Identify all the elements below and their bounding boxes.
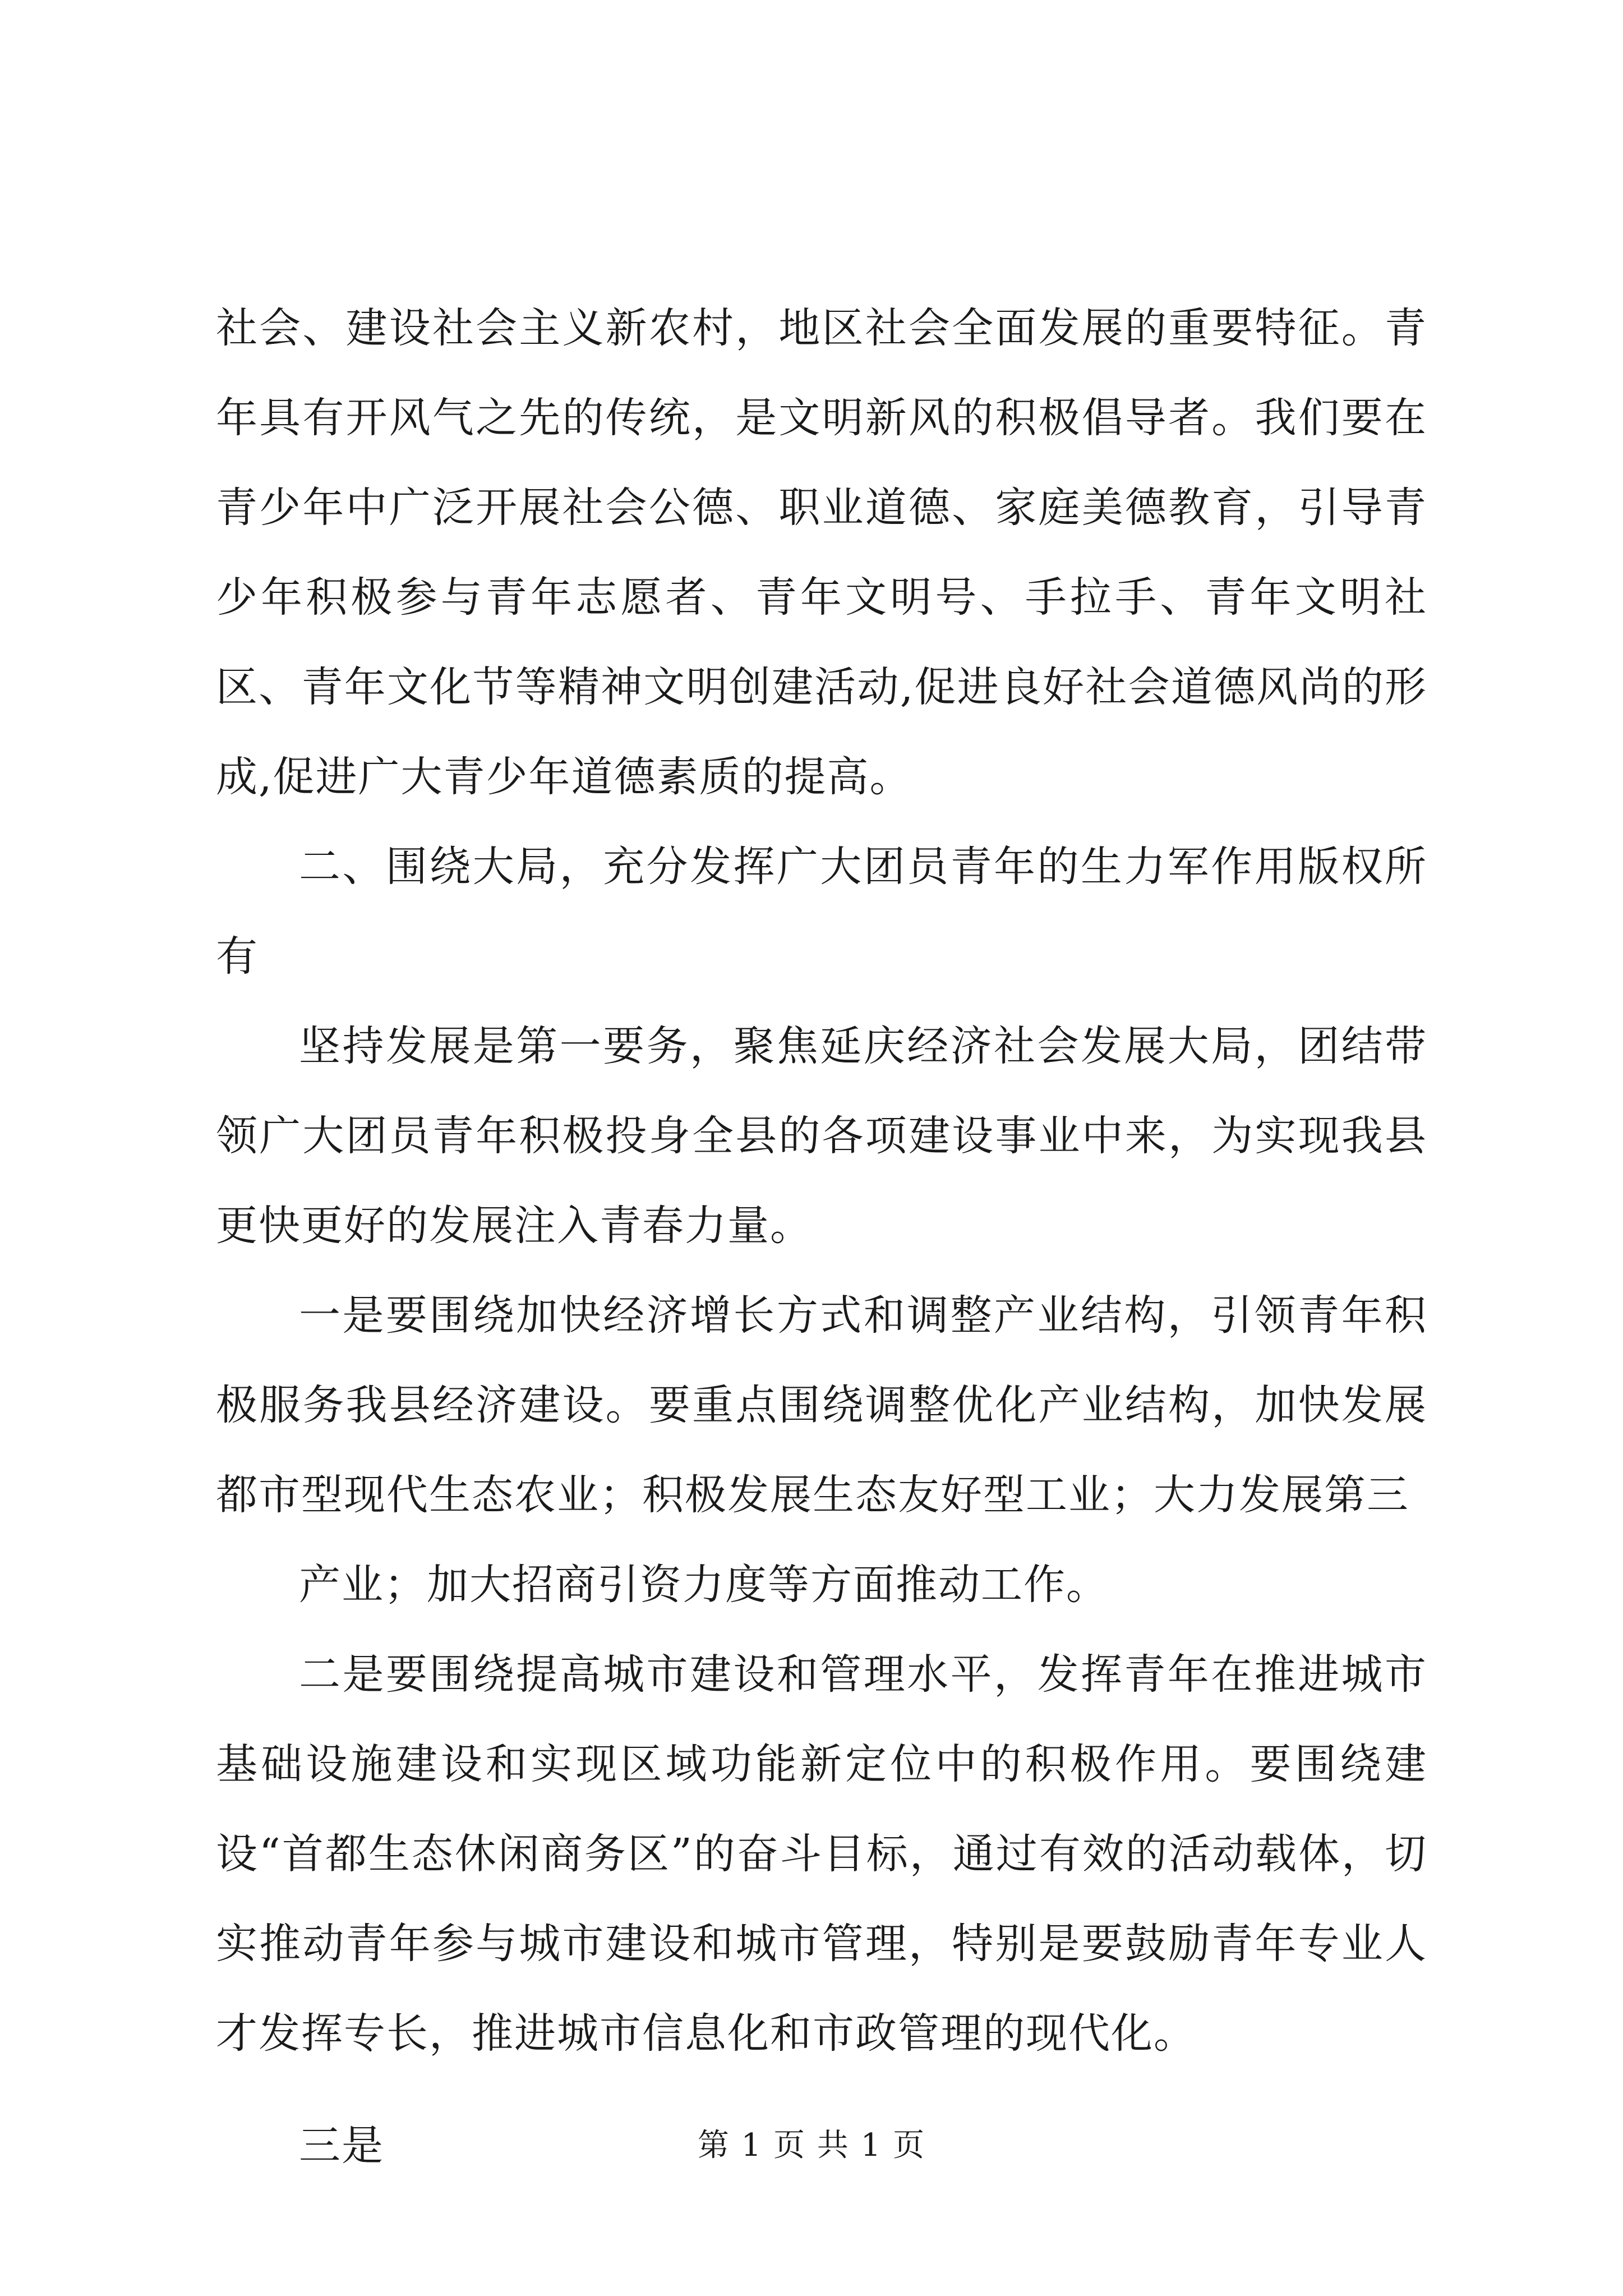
document-body <box>216 283 1427 2191</box>
paragraph-point-one: 一是要围绕加快经济增长方式和调整产业结构，引领青年积极服务我县经济建设。要重点围绕调整优化产业结构，加快发展都市型现代生态农业；积极发展生态友好型工业；大力发展第三 <box>216 1291 1427 1519</box>
page-footer: 第 1 页 共 1 页 <box>697 2127 926 2164</box>
paragraph-point-two: 二是要围绕提高城市建设和管理水平，发挥青年在推进城市基础设施建设和实现区域功能新定位中的积极作用。要围绕建设“首都生态休闲商务区”的奋斗目标，通过有效的活动载体，切实推动青年参与城市建设和城市管理，特别是要鼓励青年专业人才发挥专长，推进城市信息化和市政管理的现代化。 <box>216 1650 1427 2058</box>
section-heading: 二、围绕大局，充分发挥广大团员青年的生力军作用版权所有 <box>216 843 1427 981</box>
paragraph-continuation: 社会、建设社会主义新农村，地区社会全面发展的重要特征。青年具有开风气之先的传统，是文明新风的积极倡导者。我们要在青少年中广泛开展社会公德、职业道德、家庭美德教育，引导青少年积极参与青年志愿者、青年文明号、手拉手、青年文明社区、青年文化节等精神文明创建活动,促进良好社会道德风尚的形成,促进广大青少年道德素质的提高。 <box>216 304 1427 801</box>
paragraph-point-one-continued: 产业；加大招商引资力度等方面推动工作。 <box>299 1561 1109 1609</box>
paragraph-development: 坚持发展是第一要务，聚焦延庆经济社会发展大局，团结带领广大团员青年积极投身全县的各项建设事业中来，为实现我县更快更好的发展注入青春力量。 <box>216 1022 1427 1250</box>
paragraph-point-three: 三是 <box>299 2122 384 2170</box>
